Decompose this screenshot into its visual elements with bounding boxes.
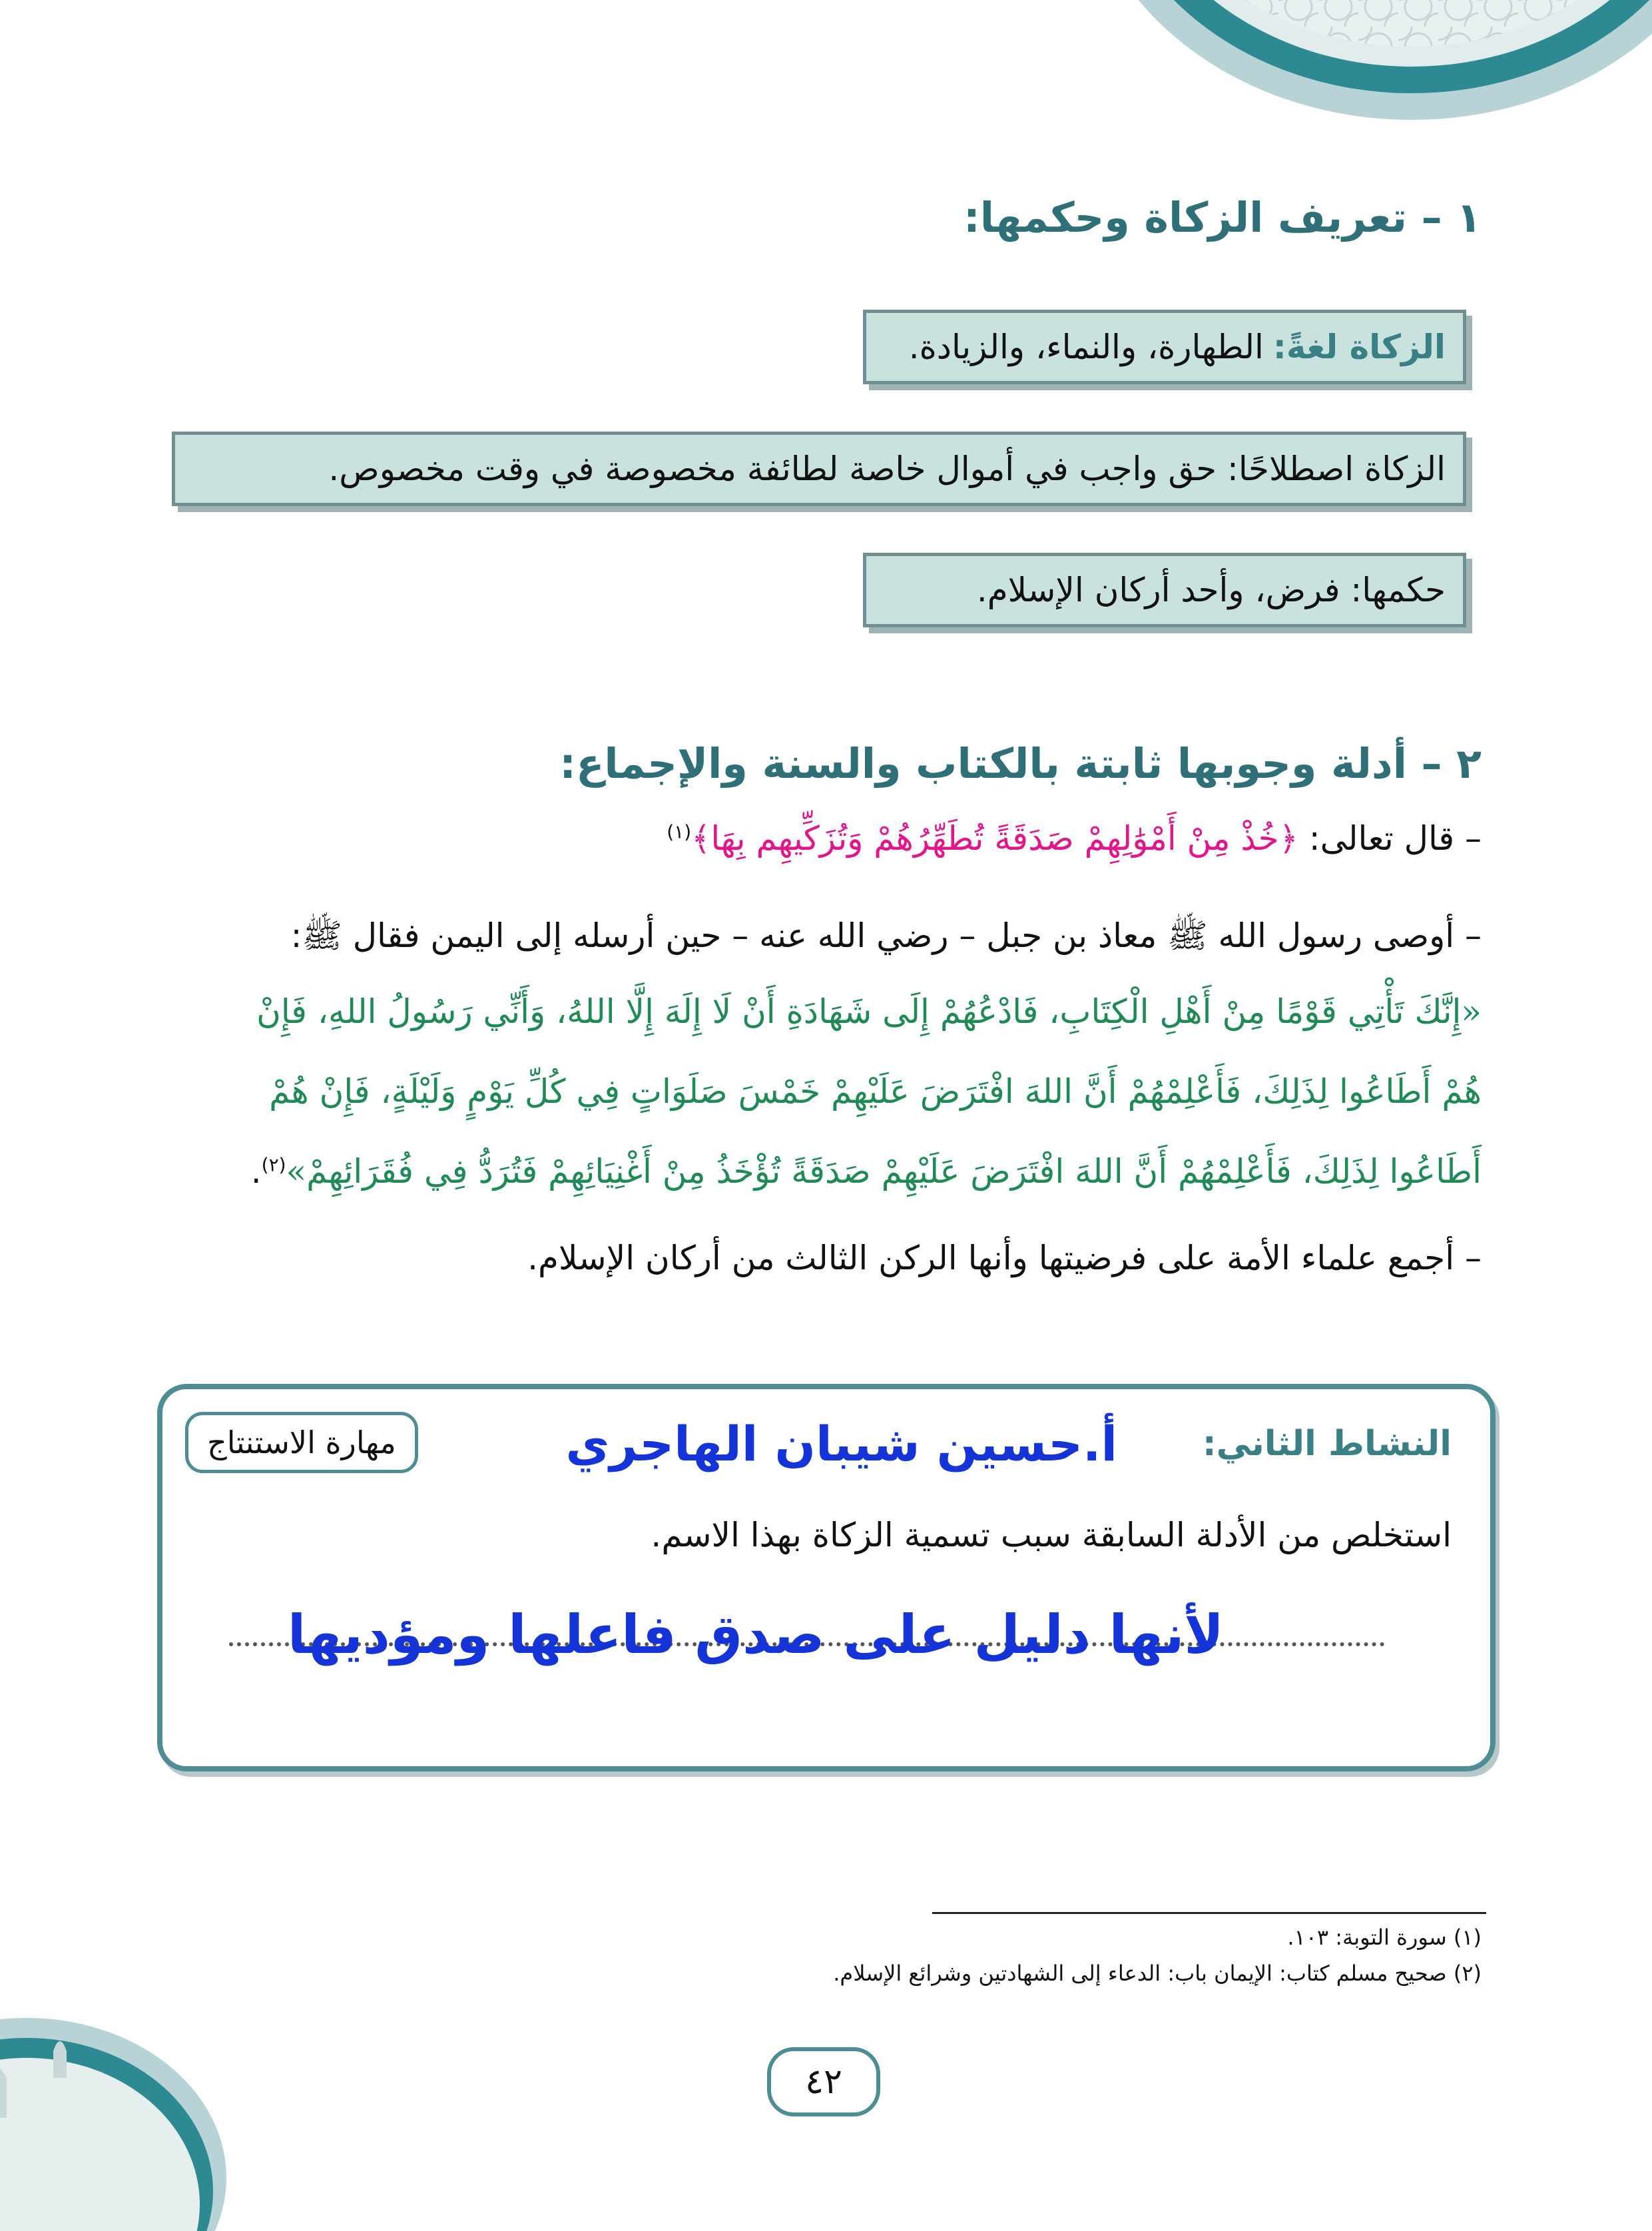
section-1-heading: ١ – تعريف الزكاة وحكمها:: [963, 193, 1482, 242]
definition-box-technical: الزكاة اصطلاحًا: حق واجب في أموال خاصة لطائفة مخصوصة في وقت مخصوص.: [172, 432, 1466, 506]
decorative-corner-top: [1039, 0, 1652, 133]
hadith-line-1: «إِنَّكَ تَأْتِي قَوْمًا مِنْ أَهْلِ الْكِتَابِ، فَادْعُهُمْ إِلَى شَهَادَةِ أَنْ لَا إِلَهَ إِلَّا اللهُ، وَأَنِّي رَسُولُ اللهِ، فَإِنْ: [256, 992, 1482, 1031]
hadith-line-2: هُمْ أَطَاعُوا لِذَلِكَ، فَأَعْلِمْهُمْ أَنَّ اللهَ افْتَرَضَ عَلَيْهِمْ خَمْسَ صَلَوَاتٍ فِي كُلِّ يَوْمٍ وَلَيْلَةٍ، فَإِنْ هُمْ: [269, 1072, 1482, 1111]
definition-box-linguistic: [863, 310, 1466, 384]
ruling-box: حكمها: فرض، وأحد أركان الإسلام.: [863, 553, 1466, 627]
activity-question: استخلص من الأدلة السابقة سبب تسمية الزكاة بهذا الاسم.: [651, 1516, 1452, 1554]
footnote-1: (١) سورة التوبة: ١٠٣.: [1287, 1925, 1482, 1950]
quran-verse: ﴿خُذْ مِنْ أَمْوَٰلِهِمْ صَدَقَةً تُطَهِّرُهُمْ وَتُزَكِّيهِم بِهَا﴾: [691, 819, 1298, 858]
decorative-corner-bottom: [0, 1951, 226, 2231]
quran-intro: – قال تعالى:: [1298, 819, 1482, 858]
activity-label: النشاط الثاني:: [1202, 1424, 1452, 1464]
footnote-ref-1: (١): [667, 820, 692, 843]
teacher-name: أ.حسين شيبان الهاجري: [565, 1416, 1117, 1472]
activity-box: [157, 1384, 1496, 1771]
page-number: ٤٢: [767, 2047, 880, 2116]
hadith-intro: – أوصى رسول الله ﷺ معاذ بن جبل – رضي الله عنه – حين أرسله إلى اليمن فقال ﷺ:: [290, 916, 1482, 955]
footnote-ref-2: (٢): [261, 1153, 286, 1176]
answer-text: لأنها دليل على صدق فاعلها ومؤديها: [287, 1604, 1224, 1666]
skill-badge: مهارة الاستنتاج: [185, 1412, 418, 1473]
hadith-end-period: .: [250, 1152, 262, 1191]
ijma-line: – أجمع علماء الأمة على فرضيتها وأنها الركن الثالث من أركان الإسلام.: [527, 1239, 1482, 1277]
hadith-line-3: أَطَاعُوا لِذَلِكَ، فَأَعْلِمْهُمْ أَنَّ اللهَ افْتَرَضَ عَلَيْهِمْ صَدَقَةً تُؤْخَذُ مِنْ أَغْنِيَائِهِمْ فَتُرَدُّ فِي فُقَرَائِهِمْ»: [286, 1152, 1482, 1191]
linguistic-term: الزكاة لغةً:: [1272, 328, 1446, 366]
linguistic-definition: الطهارة، والنماء، والزيادة.: [908, 328, 1264, 366]
quran-evidence-line: [667, 819, 1482, 858]
footnote-2: (٢) صحيح مسلم كتاب: الإيمان باب: الدعاء إلى الشهادتين وشرائع الإسلام.: [833, 1961, 1482, 1986]
footnote-separator: [932, 1912, 1486, 1914]
section-2-heading: ٢ – أدلة وجوبها ثابتة بالكتاب والسنة والإجماع:: [559, 739, 1482, 788]
hadith-line-3-wrapper: [251, 1152, 1482, 1191]
